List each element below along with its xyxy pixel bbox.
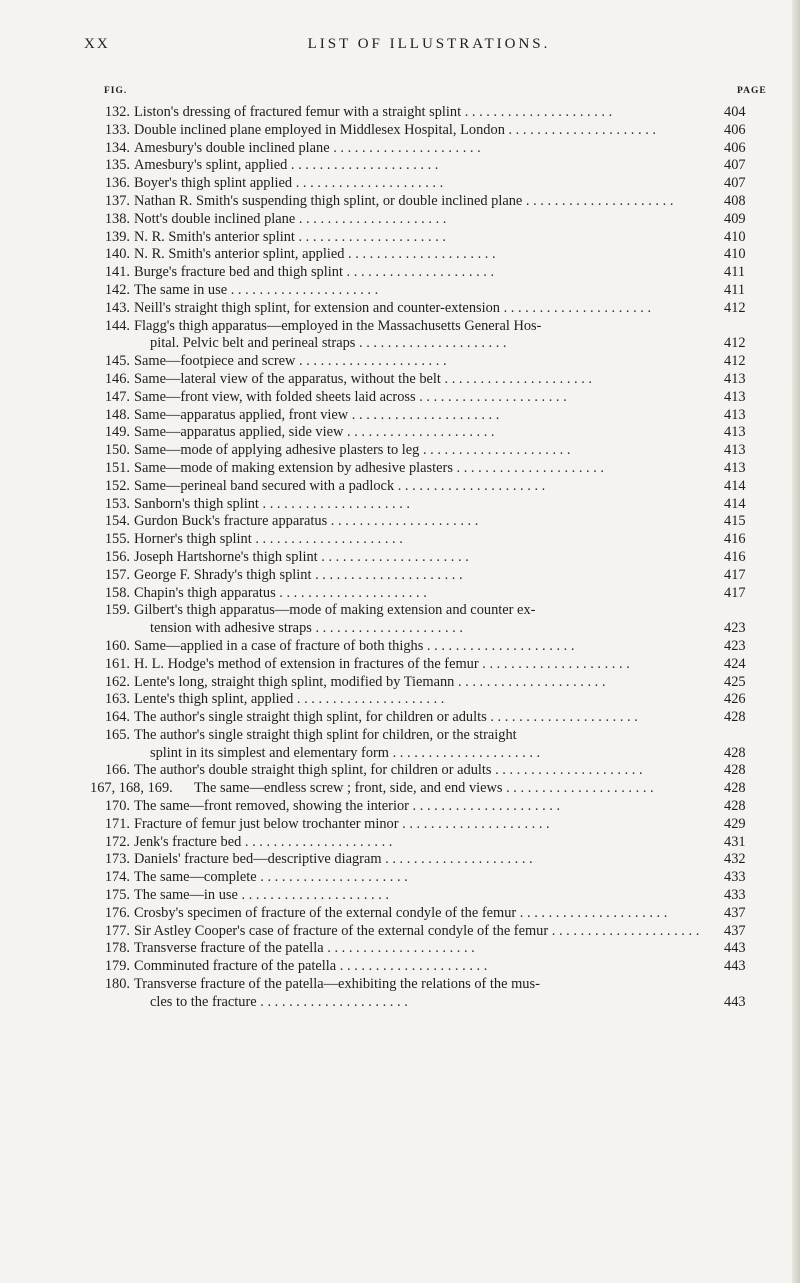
fig-number: 161.	[104, 655, 130, 672]
fig-number: 133.	[104, 121, 130, 138]
list-item	[86, 175, 776, 193]
leader-dots: . . . . . . . . . . . . . . . . . . . . .	[478, 655, 630, 672]
entry-title: Same—mode of applying adhesive plasters to leg . . . . . . . . . . . . . . . . . . . . .	[134, 442, 571, 459]
page-ref: 414	[724, 495, 746, 512]
entry-title: Comminuted fracture of the patella . . . . . . . . . . . . . . . . . . . . .	[134, 958, 488, 975]
leader-dots: . . . . . . . . . . . . . . . . . . . . .	[504, 121, 656, 138]
leader-dots: . . . . . . . . . . . . . . . . . . . . .	[275, 584, 427, 601]
leader-dots: . . . . . . . . . . . . . . . . . . . . .	[241, 833, 393, 850]
fig-number: 156.	[104, 548, 130, 565]
page-ref: 411	[724, 264, 746, 281]
list-item	[86, 407, 776, 425]
list-item	[86, 816, 776, 834]
fig-number: 180.	[104, 976, 130, 993]
page-ref: 423	[724, 620, 746, 637]
page-ref: 428	[724, 780, 746, 797]
page-ref: 412	[724, 335, 746, 352]
list-item	[86, 976, 776, 1012]
leader-dots: . . . . . . . . . . . . . . . . . . . . .	[327, 513, 479, 530]
fig-number: 179.	[104, 958, 130, 975]
leader-dots: . . . . . . . . . . . . . . . . . . . . .	[329, 139, 481, 156]
fig-number: 148.	[104, 406, 130, 423]
page-ref: 406	[724, 139, 746, 156]
illustration-list	[86, 104, 776, 1012]
list-item	[86, 602, 776, 638]
list-item	[86, 389, 776, 407]
entry-title: George F. Shrady's thigh splint . . . . . . . . . . . . . . . . . . . . .	[134, 566, 463, 583]
list-item	[86, 567, 776, 585]
leader-dots: . . . . . . . . . . . . . . . . . . . . .	[452, 459, 605, 476]
entry-title: Joseph Hartshorne's thigh splint . . . . . . . . . . . . . . . . . . . . .	[134, 548, 469, 565]
leader-dots: . . . . . . . . . . . . . . . . . . . . .	[389, 744, 541, 761]
page-ref: 433	[724, 887, 746, 904]
list-item	[86, 905, 776, 923]
leader-dots: . . . . . . . . . . . . . . . . . . . . .	[293, 691, 445, 708]
fig-number: 146.	[104, 370, 130, 387]
list-item	[86, 958, 776, 976]
leader-dots: . . . . . . . . . . . . . . . . . . . . .	[516, 904, 668, 921]
leader-dots: . . . . . . . . . . . . . . . . . . . . .	[502, 780, 654, 797]
leader-dots: . . . . . . . . . . . . . . . . . . . . .	[295, 353, 447, 370]
list-item	[86, 424, 776, 442]
entry-title: Gurdon Buck's fracture apparatus . . . . . . . . . . . . . . . . . . . . .	[134, 513, 479, 530]
entry-title-continued: tension with adhesive straps . . . . . . . . . . . . . . . . . . . . .	[150, 620, 463, 637]
page-ref: 428	[724, 744, 746, 761]
list-item	[86, 264, 776, 282]
page-ref: 414	[724, 477, 746, 494]
leader-dots: . . . . . . . . . . . . . . . . . . . . .	[323, 940, 475, 957]
list-item	[86, 300, 776, 318]
fig-number: 154.	[104, 513, 130, 530]
entry-title: H. L. Hodge's method of extension in fractures of the femur . . . . . . . . . . . . . . . . . . . . .	[134, 655, 630, 672]
leader-dots: . . . . . . . . . . . . . . . . . . . . .	[461, 104, 613, 120]
page-ref: 437	[724, 904, 746, 921]
page-ref: 417	[724, 566, 746, 583]
fig-number: 150.	[104, 442, 130, 459]
list-item	[86, 157, 776, 175]
page-ref: 426	[724, 691, 746, 708]
fig-number: 164.	[104, 709, 130, 726]
page-ref: 416	[724, 531, 746, 548]
fig-number: 177.	[104, 922, 130, 939]
page-title: LIST OF ILLUSTRATIONS.	[307, 36, 551, 52]
fig-number: 170.	[104, 798, 130, 815]
fig-number: 136.	[104, 175, 130, 192]
page-ref: 443	[724, 958, 746, 975]
list-item	[86, 638, 776, 656]
fig-number: 140.	[104, 246, 130, 263]
leader-dots: . . . . . . . . . . . . . . . . . . . . .	[486, 709, 638, 726]
list-item	[86, 656, 776, 674]
entry-title: Crosby's specimen of fracture of the external condyle of the femur . . . . . . . . . . . . . . . . . . . . .	[134, 904, 668, 921]
page-ref: 428	[724, 709, 746, 726]
page-ref: 432	[724, 851, 746, 868]
fig-number: 166.	[104, 762, 130, 779]
entry-title: Sir Astley Cooper's case of fracture of the external condyle of the femur . . . . . . . . . . . . . . . . . . . . .	[134, 922, 700, 939]
entry-title: Same—mode of making extension by adhesive plasters . . . . . . . . . . . . . . . . . . . . .	[134, 459, 605, 476]
list-item	[86, 122, 776, 140]
fig-number: 137.	[104, 192, 130, 209]
page-ref: 425	[724, 673, 746, 690]
list-item	[86, 851, 776, 869]
page-column-heading: PAGE	[737, 86, 767, 96]
fig-number: 176.	[104, 904, 130, 921]
fig-number: 175.	[104, 887, 130, 904]
page-ref: 428	[724, 762, 746, 779]
list-item	[86, 229, 776, 247]
leader-dots: . . . . . . . . . . . . . . . . . . . . .	[355, 335, 507, 352]
fig-column-heading: FIG.	[104, 86, 128, 96]
page-ref: 416	[724, 548, 746, 565]
fig-number: 155.	[104, 531, 130, 548]
leader-dots: . . . . . . . . . . . . . . . . . . . . .	[295, 210, 447, 227]
list-item	[86, 460, 776, 478]
leader-dots: . . . . . . . . . . . . . . . . . . . . .	[522, 192, 674, 209]
leader-dots: . . . . . . . . . . . . . . . . . . . . .	[408, 798, 561, 815]
page-ref: 443	[724, 993, 746, 1010]
entry-title: Same—footpiece and screw . . . . . . . . . . . . . . . . . . . . .	[134, 353, 447, 370]
page-ref: 413	[724, 406, 746, 423]
entry-title: Same—perineal band secured with a padlock . . . . . . . . . . . . . . . . . . . . .	[134, 477, 546, 494]
entry-title: Neill's straight thigh splint, for extension and counter-extension . . . . . . . . . . . . . . . . . . . . .	[134, 299, 652, 316]
entry-title: N. R. Smith's anterior splint, applied . . . . . . . . . . . . . . . . . . . . .	[134, 246, 496, 263]
page-ref: 428	[724, 798, 746, 815]
page-ref: 412	[724, 299, 746, 316]
leader-dots: . . . . . . . . . . . . . . . . . . . . .	[423, 637, 575, 654]
page-ref: 443	[724, 940, 746, 957]
entry-title: Double inclined plane employed in Middlesex Hospital, London . . . . . . . . . . . . . . . . . . . . .	[134, 121, 656, 138]
entry-title: Gilbert's thigh apparatus—mode of making extension and counter ex-	[134, 602, 536, 619]
entry-title: The author's single straight thigh splint for children, or the straight	[134, 726, 517, 743]
page-ref: 437	[724, 922, 746, 939]
list-item	[86, 585, 776, 603]
list-item	[86, 282, 776, 300]
entry-title: Nathan R. Smith's suspending thigh splint, or double inclined plane . . . . . . . . . . . . . . . . . . . . .	[134, 192, 674, 209]
fig-number: 162.	[104, 673, 130, 690]
page-ref: 409	[724, 210, 746, 227]
page-ref: 413	[724, 388, 746, 405]
fig-number: 167, 168, 169.	[90, 780, 173, 797]
fig-number: 147.	[104, 388, 130, 405]
entry-title: Lente's thigh splint, applied . . . . . . . . . . . . . . . . . . . . .	[134, 691, 445, 708]
fig-number: 144.	[104, 317, 130, 334]
page-ref: 407	[724, 175, 746, 192]
entry-title: Jenk's fracture bed . . . . . . . . . . . . . . . . . . . . .	[134, 833, 393, 850]
list-item	[86, 887, 776, 905]
entry-title: Amesbury's splint, applied . . . . . . . . . . . . . . . . . . . . .	[134, 157, 439, 174]
fig-number: 173.	[104, 851, 130, 868]
leader-dots: . . . . . . . . . . . . . . . . . . . . .	[287, 157, 439, 174]
page-ref: 407	[724, 157, 746, 174]
list-item	[86, 193, 776, 211]
page-ref: 408	[724, 192, 746, 209]
list-item	[86, 940, 776, 958]
fig-number: 165.	[104, 726, 130, 743]
leader-dots: . . . . . . . . . . . . . . . . . . . . .	[500, 299, 652, 316]
entry-title: Daniels' fracture bed—descriptive diagram . . . . . . . . . . . . . . . . . . . . .	[134, 851, 533, 868]
fig-number: 174.	[104, 869, 130, 886]
entry-title: Transverse fracture of the patella . . . . . . . . . . . . . . . . . . . . .	[134, 940, 475, 957]
leader-dots: . . . . . . . . . . . . . . . . . . . . .	[491, 762, 643, 779]
entry-title: Chapin's thigh apparatus . . . . . . . . . . . . . . . . . . . . .	[134, 584, 427, 601]
entry-title: N. R. Smith's anterior splint . . . . . . . . . . . . . . . . . . . . .	[134, 228, 446, 245]
page-ref: 431	[724, 833, 746, 850]
list-item	[86, 371, 776, 389]
leader-dots: . . . . . . . . . . . . . . . . . . . . .	[398, 815, 550, 832]
list-item	[86, 691, 776, 709]
fig-number: 158.	[104, 584, 130, 601]
page-ref: 423	[724, 637, 746, 654]
page-ref: 417	[724, 584, 746, 601]
page-ref: 413	[724, 370, 746, 387]
entry-title: Burge's fracture bed and thigh splint . . . . . . . . . . . . . . . . . . . . .	[134, 264, 495, 281]
leader-dots: . . . . . . . . . . . . . . . . . . . . .	[548, 922, 700, 939]
entry-title: Nott's double inclined plane . . . . . . . . . . . . . . . . . . . . .	[134, 210, 447, 227]
fig-number: 142.	[104, 281, 130, 298]
page-ref: 433	[724, 869, 746, 886]
page-ref: 429	[724, 815, 746, 832]
leader-dots: . . . . . . . . . . . . . . . . . . . . .	[440, 370, 593, 387]
leader-dots: . . . . . . . . . . . . . . . . . . . . .	[311, 620, 463, 637]
list-item	[86, 780, 776, 798]
list-item	[86, 531, 776, 549]
list-item	[86, 834, 776, 852]
page-ref: 410	[724, 246, 746, 263]
entry-title: Same—apparatus applied, front view . . . . . . . . . . . . . . . . . . . . .	[134, 406, 500, 423]
leader-dots: . . . . . . . . . . . . . . . . . . . . .	[415, 388, 567, 405]
fig-number: 159.	[104, 602, 130, 619]
entry-title: Lente's long, straight thigh splint, modified by Tiemann . . . . . . . . . . . . . . . . . . . . .	[134, 673, 606, 690]
list-item	[86, 496, 776, 514]
entry-title: Same—apparatus applied, side view . . . . . . . . . . . . . . . . . . . . .	[134, 424, 495, 441]
page-ref: 413	[724, 442, 746, 459]
page-ref: 410	[724, 228, 746, 245]
entry-title: Liston's dressing of fractured femur with a straight splint . . . . . . . . . . . . . . . . . . . . .	[134, 104, 613, 120]
fig-number: 149.	[104, 424, 130, 441]
fig-number: 134.	[104, 139, 130, 156]
page-ref: 411	[724, 281, 746, 298]
leader-dots: . . . . . . . . . . . . . . . . . . . . .	[342, 264, 495, 281]
page-ref: 404	[724, 104, 746, 120]
entry-title: Same—front view, with folded sheets laid across . . . . . . . . . . . . . . . . . . . . .	[134, 388, 567, 405]
list-item	[86, 211, 776, 229]
list-item	[86, 104, 776, 122]
leader-dots: . . . . . . . . . . . . . . . . . . . . .	[256, 993, 408, 1010]
entry-title: The same in use . . . . . . . . . . . . . . . . . . . . .	[134, 281, 379, 298]
fig-number: 171.	[104, 815, 130, 832]
entry-title: Same—applied in a case of fracture of both thighs . . . . . . . . . . . . . . . . . . . . .	[134, 637, 575, 654]
entry-title-continued: cles to the fracture . . . . . . . . . . . . . . . . . . . . .	[150, 993, 408, 1010]
list-item	[86, 869, 776, 887]
leader-dots: . . . . . . . . . . . . . . . . . . . . .	[394, 477, 546, 494]
list-item	[86, 353, 776, 371]
list-item	[86, 709, 776, 727]
entry-title: Fracture of femur just below trochanter minor . . . . . . . . . . . . . . . . . . . . .	[134, 815, 550, 832]
page-ref: 413	[724, 459, 746, 476]
fig-number: 163.	[104, 691, 130, 708]
list-item	[86, 727, 776, 763]
leader-dots: . . . . . . . . . . . . . . . . . . . . .	[343, 424, 495, 441]
fig-number: 160.	[104, 637, 130, 654]
page-ref: 413	[724, 424, 746, 441]
fig-number: 132.	[104, 104, 130, 120]
leader-dots: . . . . . . . . . . . . . . . . . . . . .	[258, 495, 411, 512]
page-ref: 412	[724, 353, 746, 370]
list-item	[86, 762, 776, 780]
page-edge	[792, 0, 800, 1283]
list-item	[86, 798, 776, 816]
running-head	[84, 36, 774, 56]
list-item	[86, 674, 776, 692]
list-item	[86, 923, 776, 941]
fig-number: 152.	[104, 477, 130, 494]
entry-title: The author's double straight thigh splint, for children or adults . . . . . . . . . . . . . . . . . . . . .	[134, 762, 643, 779]
page-ref: 406	[724, 121, 746, 138]
entry-title: Amesbury's double inclined plane . . . . . . . . . . . . . . . . . . . . .	[134, 139, 481, 156]
leader-dots: . . . . . . . . . . . . . . . . . . . . .	[311, 566, 463, 583]
entry-title: The author's single straight thigh splint, for children or adults . . . . . . . . . . . . . . . . . . . . .	[134, 709, 638, 726]
entry-title: The same—in use . . . . . . . . . . . . . . . . . . . . .	[134, 887, 390, 904]
entry-title: The same—front removed, showing the interior . . . . . . . . . . . . . . . . . . . . .	[134, 798, 561, 815]
entry-title: Flagg's thigh apparatus—employed in the Massachusetts General Hos-	[134, 317, 542, 334]
entry-title: Transverse fracture of the patella—exhibiting the relations of the mus-	[134, 976, 540, 993]
list-item	[86, 549, 776, 567]
fig-number: 139.	[104, 228, 130, 245]
leader-dots: . . . . . . . . . . . . . . . . . . . . .	[419, 442, 571, 459]
entry-title: The same—endless screw ; front, side, and end views . . . . . . . . . . . . . . . . . . . . .	[194, 780, 654, 797]
leader-dots: . . . . . . . . . . . . . . . . . . . . .	[317, 548, 469, 565]
fig-number: 178.	[104, 940, 130, 957]
fig-number: 143.	[104, 299, 130, 316]
list-item	[86, 318, 776, 354]
leader-dots: . . . . . . . . . . . . . . . . . . . . .	[237, 887, 390, 904]
fig-number: 141.	[104, 264, 130, 281]
fig-number: 145.	[104, 353, 130, 370]
leader-dots: . . . . . . . . . . . . . . . . . . . . .	[344, 246, 496, 263]
leader-dots: . . . . . . . . . . . . . . . . . . . . .	[292, 175, 444, 192]
leader-dots: . . . . . . . . . . . . . . . . . . . . .	[256, 869, 408, 886]
fig-number: 172.	[104, 833, 130, 850]
list-item	[86, 478, 776, 496]
entry-title-continued: splint in its simplest and elementary form . . . . . . . . . . . . . . . . . . . . .	[150, 744, 541, 761]
page-ref: 415	[724, 513, 746, 530]
entry-title: Horner's thigh splint . . . . . . . . . . . . . . . . . . . . .	[134, 531, 403, 548]
leader-dots: . . . . . . . . . . . . . . . . . . . . .	[227, 281, 379, 298]
list-item	[86, 442, 776, 460]
list-item	[86, 140, 776, 158]
page-ref: 424	[724, 655, 746, 672]
leader-dots: . . . . . . . . . . . . . . . . . . . . .	[336, 958, 488, 975]
entry-title: Same—lateral view of the apparatus, without the belt . . . . . . . . . . . . . . . . . . . . .	[134, 370, 593, 387]
list-item	[86, 246, 776, 264]
leader-dots: . . . . . . . . . . . . . . . . . . . . .	[381, 851, 533, 868]
entry-title: Boyer's thigh splint applied . . . . . . . . . . . . . . . . . . . . .	[134, 175, 444, 192]
leader-dots: . . . . . . . . . . . . . . . . . . . . .	[251, 531, 403, 548]
page-number: XX	[84, 36, 110, 52]
entry-title: Sanborn's thigh splint . . . . . . . . . . . . . . . . . . . . .	[134, 495, 411, 512]
leader-dots: . . . . . . . . . . . . . . . . . . . . .	[454, 673, 606, 690]
fig-number: 153.	[104, 495, 130, 512]
fig-number: 138.	[104, 210, 130, 227]
fig-number: 135.	[104, 157, 130, 174]
list-item	[86, 513, 776, 531]
leader-dots: . . . . . . . . . . . . . . . . . . . . .	[294, 228, 446, 245]
entry-title-continued: pital. Pelvic belt and perineal straps . . . . . . . . . . . . . . . . . . . . .	[150, 335, 507, 352]
fig-number: 151.	[104, 459, 130, 476]
leader-dots: . . . . . . . . . . . . . . . . . . . . .	[348, 406, 500, 423]
entry-title: The same—complete . . . . . . . . . . . . . . . . . . . . .	[134, 869, 408, 886]
fig-number: 157.	[104, 566, 130, 583]
